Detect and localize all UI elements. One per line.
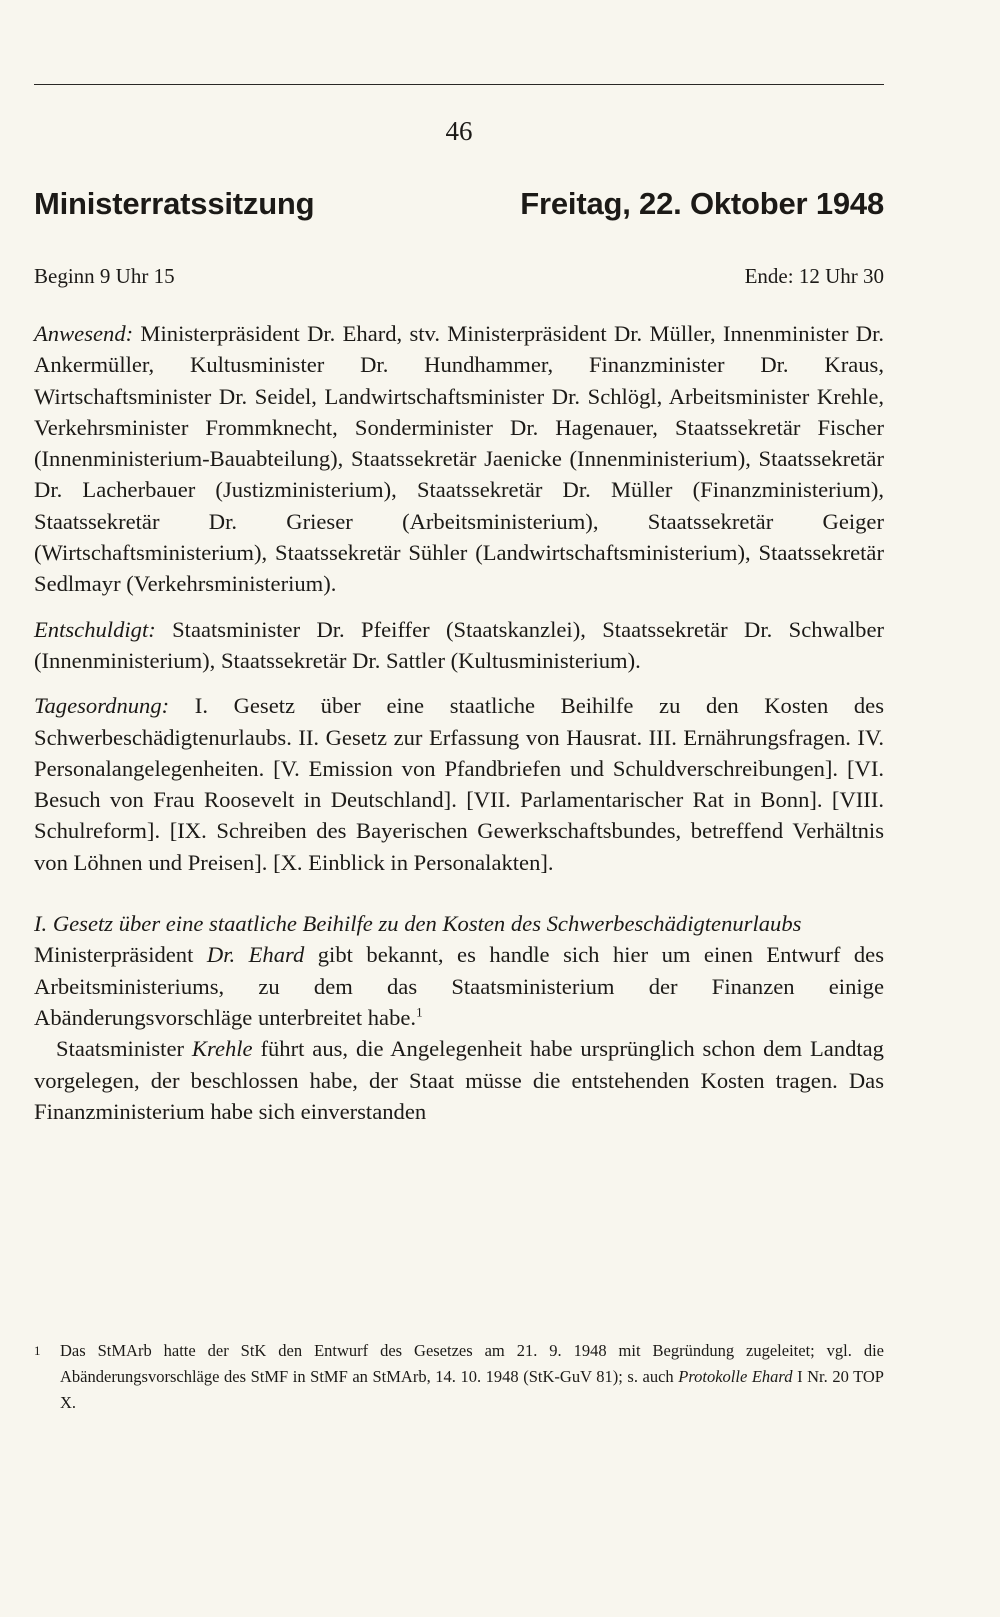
speaker-name: Krehle (191, 1036, 253, 1062)
session-header (34, 186, 884, 222)
agenda-paragraph (34, 690, 884, 878)
footnote-citation: Protokolle Ehard (678, 1367, 793, 1386)
footnote (34, 1338, 884, 1416)
footnote-text: Das StMArb hatte der StK den Entwurf des Gesetzes am 21. 9. 1948 mit Begründung zugeleitet; vgl. die Abänderungsvorschläge des StMF in StMF an StMArb, 14. 10. 1948 (StK-GuV 81); s. auch Protokolle Ehard I Nr. 20 TOP X. (60, 1341, 884, 1412)
attendees-text: Ministerpräsident Dr. Ehard, stv. Ministerpräsident Dr. Müller, Innenminister Dr. Ankermüller, Kultusminister Dr. Hundhammer, Finanzminister Dr. Kraus, Wirtschaftsminister Dr. Seidel, Landwirtschaftsminister Dr. Schlögl, Arbeitsminister Krehle, Verkehrsminister Frommknecht, Sonderminister Dr. Hagenauer, Staatssekretär Fischer (Innenministerium-Bauabteilung), Staatssekretär Jaenicke (Innenministerium), Staatssekretär Dr. Lacherbauer (Justizministerium), Staatssekretär Dr. Müller (Finanzministerium), Staatssekretär Dr. Grieser (Arbeitsministerium), Staatssekretär Geiger (Wirtschaftsministerium), Staatssekretär Sühler (Landwirtschaftsministerium), Staatssekretär Sedlmayr (Verkehrsministerium). (34, 321, 884, 597)
attendees-paragraph (34, 318, 884, 600)
excused-paragraph (34, 614, 884, 677)
footnote-reference: 1 (416, 1004, 423, 1020)
section-heading: I. Gesetz über eine staatliche Beihilfe zu den Kosten des Schwerbeschädigtenurlaubs (34, 911, 802, 937)
begin-time: Beginn 9 Uhr 15 (34, 264, 175, 288)
session-times (34, 264, 884, 289)
section-paragraph-2: Staatsminister Krehle führt aus, die Angelegenheit habe ursprünglich schon dem Landtag vorgelegen, der beschlossen habe, der Staat müsse die entstehenden Kosten tragen. Das Finanzministerium habe sich einverstanden (34, 1036, 884, 1124)
session-title: Ministerratssitzung (34, 186, 315, 221)
body-text (34, 318, 884, 1127)
page-number: 46 (445, 116, 473, 146)
end-time: Ende: 12 Uhr 30 (744, 264, 884, 288)
speaker-name: Dr. Ehard (206, 942, 305, 968)
section-paragraph-1: Ministerpräsident Dr. Ehard gibt bekannt, es handle sich hier um einen Entwurf des Arbeitsministeriums, zu dem das Staatsministerium der Finanzen einige Abänderungsvorschläge unterbreitet habe.$^1$ (34, 942, 884, 1030)
excused-label: Entschuldigt: (34, 616, 156, 642)
session-date: Freitag, 22. Oktober 1948 (520, 186, 884, 221)
attendees-label: Anwesend: (34, 321, 134, 346)
header-rule (34, 84, 884, 85)
agenda-text: I. Gesetz über eine staatliche Beihilfe zu den Kosten des Schwerbeschädigtenurlaubs. II. Gesetz zur Erfassung von Hausrat. III. Ernährungsfragen. IV. Personalangelegenheiten. [V. Emission von Pfandbriefen und Schuldverschreibungen]. [VI. Besuch von Frau Roosevelt in Deutschland]. [VII. Parlamentarischer Rat in Bonn]. [VIII. Schulreform]. [IX. Schreiben des Bayerischen Gewerkschaftsbundes, betreffend Verhältnis von Löhnen und Preisen]. [X. Einblick in Personalakten]. (34, 693, 884, 875)
footnote-number: 1 (34, 1343, 41, 1358)
excused-text: Staatsminister Dr. Pfeiffer (Staatskanzlei), Staatssekretär Dr. Schwalber (Innenministerium), Staatssekretär Dr. Sattler (Kultusministerium). (34, 616, 884, 673)
agenda-label: Tagesordnung: (34, 693, 170, 719)
